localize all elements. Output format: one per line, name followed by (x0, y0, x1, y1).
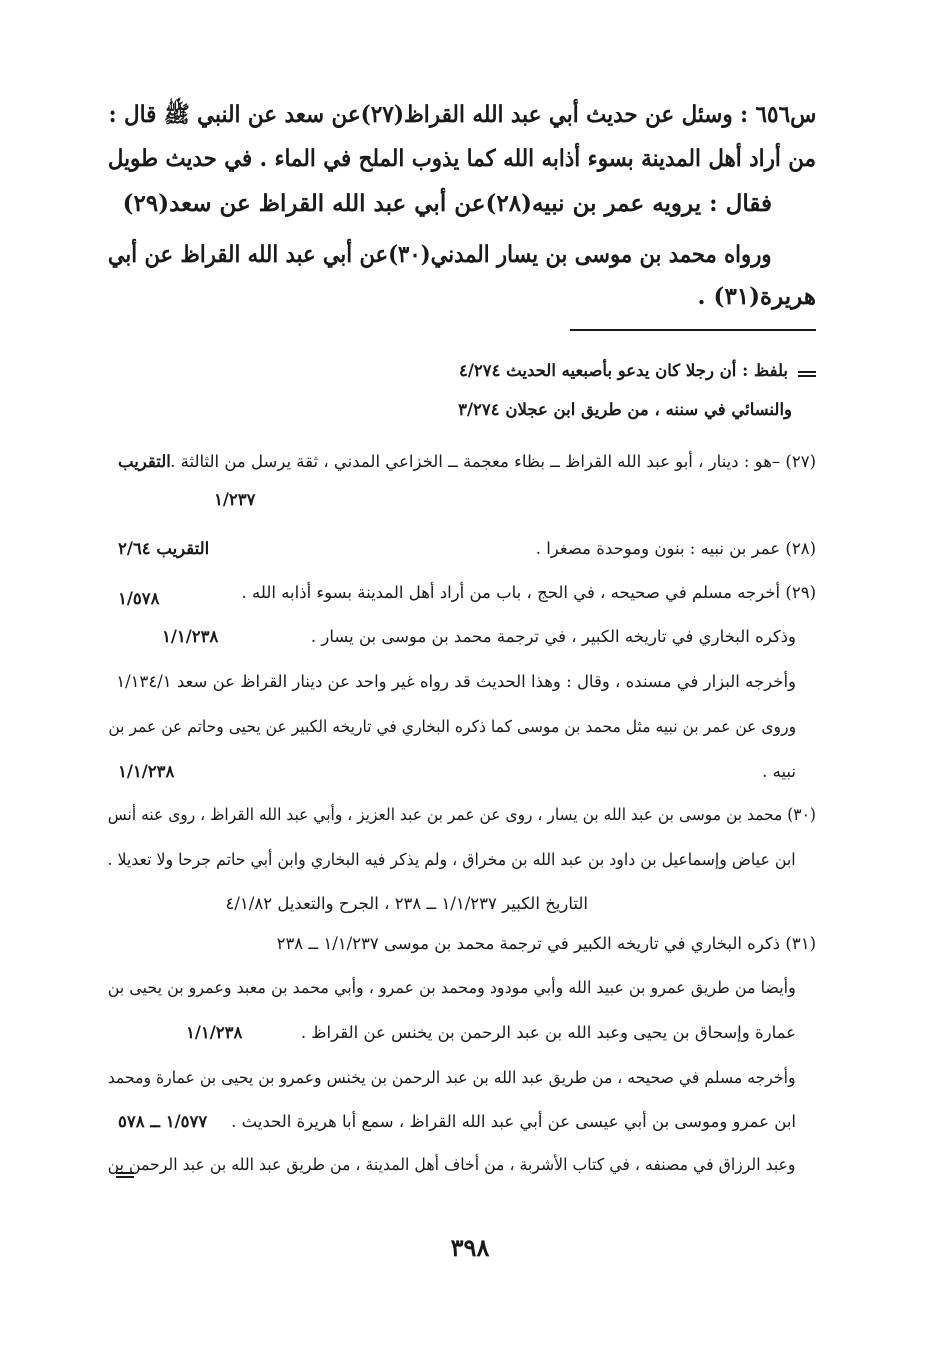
footnote-31-line-3: عمارة وإسحاق بن يحيى وعبد الله بن عبد الرحمن بن يخنس عن القراظ . (300, 1023, 796, 1042)
footnote-31-ref-1: ١/١/٢٣٨ (186, 1023, 243, 1042)
footnote-31-line-5: ابن عمرو وموسى بن أبي عيسى عن أبي عبد الله القراظ ، سمع أبا هريرة الحديث . (231, 1112, 796, 1131)
continuation-mark (116, 1172, 134, 1178)
footnote-28-ref: التقريب ٢/٦٤ (118, 539, 210, 558)
footnote-29-ref-1: ١/٥٧٨ (118, 589, 160, 608)
answer-line-3: هريرة(٣١) . (697, 283, 816, 310)
footnote-29-line-2: وذكره البخاري في تاريخه الكبير ، في ترجمة محمد بن موسى بن يسار . (310, 627, 796, 646)
footnote-continuation-1: بلفظ : أن رجلا كان يدعو بأصبعيه الحديث ٤/٢٧٤ (458, 361, 788, 380)
footnote-separator (570, 329, 816, 331)
footnote-30-line-3: التاريخ الكبير ١/١/٢٣٧ ــ ٢٣٨ ، الجرح والتعديل ٤/١/٨٢ (225, 894, 588, 913)
page-number: ٣٩٨ (450, 1233, 490, 1262)
footnote-29-line-4: وروى عن عمر بن نبيه مثل محمد بن موسى كما ذكره البخاري في تاريخه الكبير عن يحيى وحاتم عن عمر بن (108, 717, 796, 736)
question-line-2: من أراد أهل المدينة بسوء أذابه الله كما يذوب الملح في الماء . في حديث طويل (107, 145, 816, 172)
footnote-27-ref-label: التقريب (118, 452, 171, 471)
footnote-27-ref: ١/٢٣٧ (214, 490, 256, 509)
footnote-28-line-1: (٢٨) عمر بن نبيه : بنون وموحدة مصغرا . (535, 539, 816, 558)
footnote-29-line-3: وأخرجه البزار في مسنده ، وقال : وهذا الحديث قد رواه غير واحد عن دينار القراظ عن سعد ١/١٣٤/١ (116, 672, 796, 691)
footnote-29-line-5: نبيه . (762, 762, 796, 781)
footnote-29-ref-3: ١/١/٢٣٨ (118, 762, 175, 781)
footnote-29-line-1: (٢٩) أخرجه مسلم في صحيحه ، في الحج ، باب من أراد أهل المدينة بسوء أذابه الله . (241, 583, 816, 602)
question-line-1: س٦٥٦ : وسئل عن حديث أبي عبد الله القراظ(٢٧)عن سعد عن النبي ﷺ قال : (108, 101, 816, 128)
footnote-continuation-2: والنسائي في سننه ، من طريق ابن عجلان ٣/٢٧٤ (458, 400, 792, 419)
answer-line-2: ورواه محمد بن موسى بن يسار المدني(٣٠)عن أبي عبد الله القراظ عن أبي (108, 241, 772, 268)
answer-line-1: فقال : يرويه عمر بن نبيه(٢٨)عن أبي عبد الله القراظ عن سعد(٢٩) (122, 190, 772, 217)
footnote-31-line-6: وعبد الرزاق في مصنفه ، في كتاب الأشربة ، من أخاف أهل المدينة ، من طريق عبد الله بن عبد الرحمن بن (108, 1155, 796, 1174)
footnote-31-line-2: وأيضا من طريق عمرو بن عبيد الله وأبي مودود ومحمد بن عمرو ، وأبي محمد بن معبد وعمرو بن يحيى بن (107, 978, 796, 997)
footnote-31-ref-2: ١/٥٧٧ ــ ٥٧٨ (118, 1112, 208, 1131)
continuation-mark (798, 371, 816, 377)
footnote-27-line-1: (٢٧) –هو : دينار ، أبو عبد الله القراظ ــ بظاء معجمة ــ الخزاعي المدني ، ثقة يرسل من الثالثة . (170, 452, 816, 471)
footnote-31-line-4: وأخرجه مسلم في صحيحه ، من طريق عبد الله بن عبد الرحمن بن يخنس وعمرو بن يحيى بن عمارة ومحمد (108, 1068, 796, 1087)
footnote-29-ref-2: ١/١/٢٣٨ (162, 627, 219, 646)
footnote-30-line-2: ابن عياض وإسماعيل بن داود بن عبد الله بن مخراق ، ولم يذكر فيه البخاري وابن أبي حاتم جرحا ولا تعديلا . (107, 850, 796, 869)
footnote-30-line-1: (٣٠) محمد بن موسى بن عبد الله بن يسار ، روى عن عمر بن عبد العزيز ، وأبي عبد الله القراظ ، روى عنه أنس (107, 805, 816, 824)
footnote-31-line-1: (٣١) ذكره البخاري في تاريخه الكبير في ترجمة محمد بن موسى ١/١/٢٣٧ ــ ٢٣٨ (276, 934, 816, 953)
